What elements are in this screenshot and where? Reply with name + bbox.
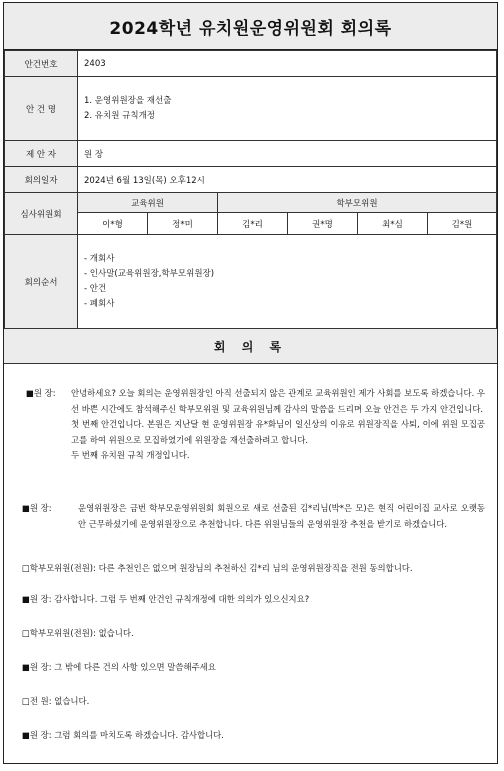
agenda-item: 1. 운영위원장을 재선출 [84, 95, 172, 106]
meta-table [4, 50, 497, 329]
entry-text: 없습니다. [98, 628, 134, 638]
entry-line: 두 번째 유치원 규칙 개정입니다. [71, 450, 190, 460]
order-item: - 개회사 [84, 253, 115, 264]
minutes-section-title: 회 의 록 [4, 329, 497, 364]
minutes-entry [22, 694, 485, 710]
date-label: 회의일자 [5, 167, 78, 193]
document-title: 2024학년 유치원운영위원회 회의록 [4, 3, 497, 50]
entry-text: 그 밖에 다른 건의 사항 있으면 말씀해주세요 [54, 662, 216, 672]
committee-member: 김*원 [428, 213, 497, 235]
committee-label: 심사위원회 [5, 193, 78, 235]
entry-text: 운영위원장은 금번 학부모운영위원회 회원으로 새로 선출된 김*리님(박*은 모)은 현직 어린이집 교사로 오랫동안 근무하셨기에 운영위원장으로 추천합니다. 다른 위원님들의 운영위원장 추천을 받기로 하겠습니다. [78, 503, 485, 529]
committee-member: 이*형 [78, 213, 148, 235]
agenda-no-label: 안건번호 [5, 51, 78, 77]
entry-text: 감사합니다. 그럼 두 번째 안건인 규칙개정에 대한 의의가 있으신지요? [54, 594, 310, 604]
entry-line: 첫 번째 안건입니다. 본원은 지난달 현 운영위원장 유*화님이 일신상의 이유로 위원장직을 사퇴, 이에 위원 모집공고를 하여 위원으로 모집하였기에 위원장을 재선출하려고 합니다. [71, 419, 485, 445]
minutes-entry [22, 660, 485, 676]
entry-text: 그럼 회의를 마치도록 하겠습니다. 감사합니다. [54, 730, 224, 740]
order-items [78, 235, 497, 329]
minutes-entry [22, 728, 485, 744]
minutes-entry [26, 386, 485, 464]
speaker: ■원 장: [26, 388, 56, 398]
proposer-value: 원 장 [78, 141, 497, 167]
agenda-no-value: 2403 [78, 51, 497, 77]
committee-member: 김*리 [218, 213, 288, 235]
minutes-body [4, 364, 497, 744]
speaker: □학부모위원(전원): [22, 563, 96, 573]
order-item: - 안건 [84, 283, 107, 294]
minutes-entry [22, 626, 485, 642]
edu-group-header: 교육위원 [78, 193, 218, 213]
speaker: ■원 장: [22, 662, 52, 672]
committee-member: 최*심 [358, 213, 428, 235]
speaker: ■원 장: [22, 730, 52, 740]
committee-member: 정*미 [148, 213, 218, 235]
speaker: □전 원: [22, 696, 52, 706]
minutes-entry [22, 561, 485, 577]
minutes-entry [22, 501, 485, 532]
entry-text [26, 386, 485, 464]
speaker: ■원 장: [22, 503, 52, 513]
entry-text: 다른 추천인은 없으며 원장님의 추천하신 김*리 님의 운영위원장직을 전원 동의합니다. [98, 563, 413, 573]
proposer-label: 제 안 자 [5, 141, 78, 167]
entry-line: 안녕하세요? 오늘 회의는 운영위원장인 아직 선출되지 않은 관계로 교육위원인 제가 사회를 보도록 하겠습니다. 우선 바쁜 시간에도 참석해주신 학부모위원 및 교육위원님께 감사의 말씀을 드리며 오늘 안건은 두 가지 안건입니다. [71, 388, 485, 414]
agenda-item: 2. 유치원 규칙개정 [84, 110, 155, 121]
minutes-document [3, 2, 498, 764]
speaker: □학부모위원(전원): [22, 628, 96, 638]
agenda-label: 안 건 명 [5, 77, 78, 141]
entry-text: 없습니다. [54, 696, 90, 706]
agenda-items [78, 77, 497, 141]
order-label: 회의순서 [5, 235, 78, 329]
order-item: - 폐회사 [84, 298, 115, 309]
committee-member: 권*명 [288, 213, 358, 235]
minutes-entry [22, 592, 485, 608]
parent-group-header: 학부모위원 [218, 193, 497, 213]
speaker: ■원 장: [22, 594, 52, 604]
order-item: - 인사말(교육위원장,학부모위원장) [84, 268, 215, 279]
date-value: 2024년 6월 13일(목) 오후12시 [78, 167, 497, 193]
